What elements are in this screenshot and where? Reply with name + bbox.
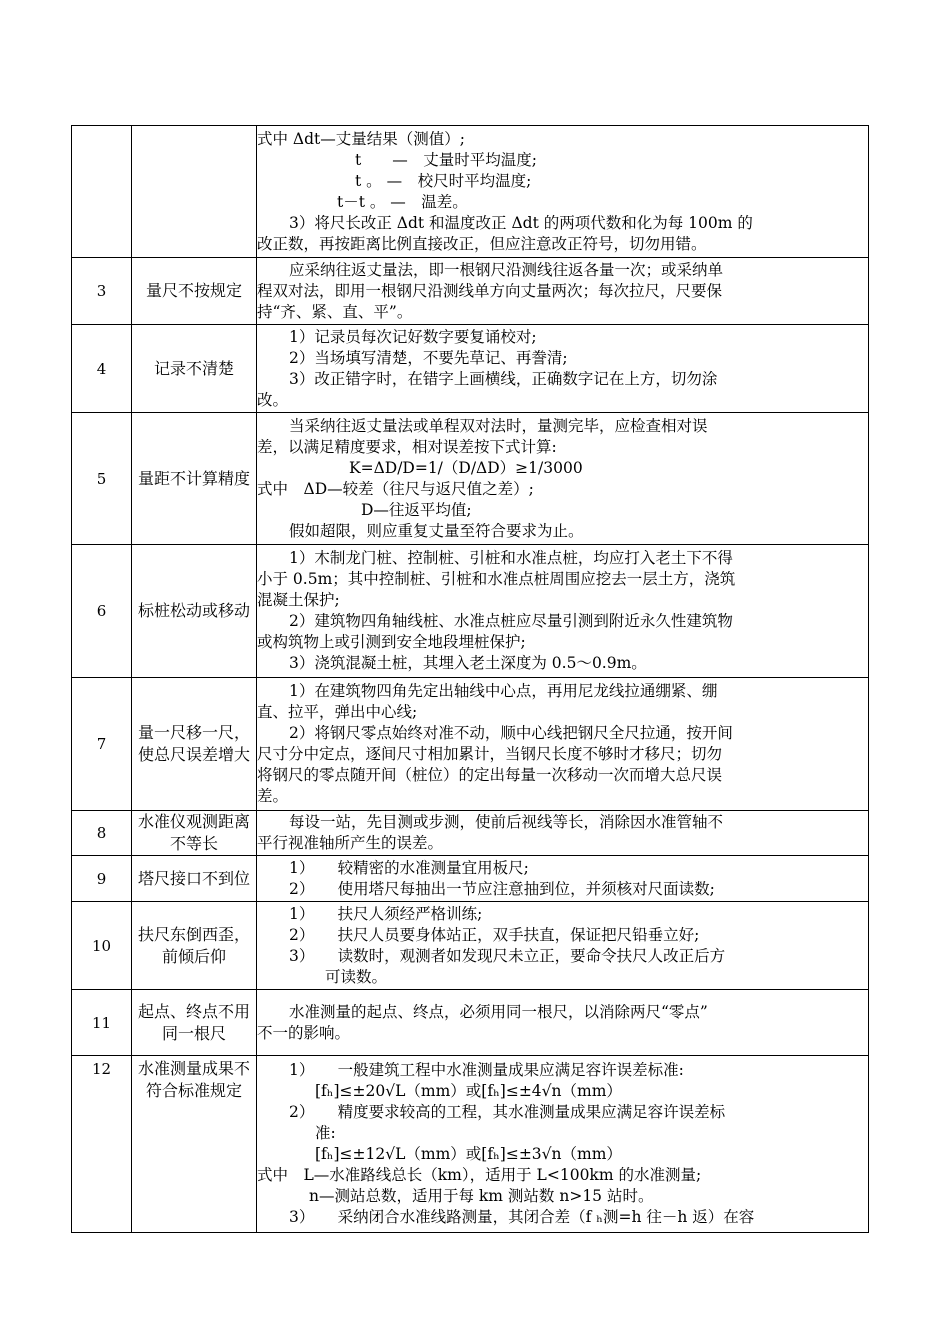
text-line: K=ΔD/D=1/（D/ΔD）≥1/3000 — [349, 458, 583, 477]
text-line: [fₕ]≤±12√L（mm）或[fₕ]≤±3√n（mm） — [315, 1145, 622, 1163]
text-line: 混凝土保护; — [257, 591, 340, 609]
text-line: 2）将钢尺零点始终对准不动，顺中心线把钢尺全尺拉通，按开间 — [289, 724, 733, 742]
measures-cell — [257, 258, 869, 325]
text-line: 不一的影响。 — [257, 1023, 351, 1042]
measures-cell — [257, 902, 869, 990]
measures-cell — [257, 545, 869, 678]
issue-cell: 水准测量成果不符合标准规定 — [132, 1056, 257, 1233]
row-number: 5 — [72, 413, 132, 545]
text-line: 小于 0.5m；其中控制桩、引桩和水准点桩周围应挖去一层土方，浇筑 — [257, 570, 736, 588]
table-row — [72, 856, 869, 902]
issue-cell: 扶尺东倒西歪，前倾后仰 — [132, 902, 257, 990]
row-number: 4 — [72, 325, 132, 413]
measures-cell — [257, 678, 869, 811]
measures-cell — [257, 856, 869, 902]
table-row — [72, 1056, 869, 1233]
row-number: 11 — [72, 990, 132, 1056]
text-line: 式中 L—水准路线总长（km），适用于 L<100km 的水准测量; — [257, 1166, 702, 1184]
table-row — [72, 990, 869, 1056]
text-line: 尺寸分中定点，逐间尺寸相加累计，当钢尺长度不够时才移尺；切勿 — [257, 745, 723, 763]
issue-cell: 记录不清楚 — [132, 325, 257, 413]
content-table — [71, 125, 869, 1233]
text-line: 将钢尺的零点随开间（桩位）的定出每量一次移动一次而增大总尺误 — [257, 766, 723, 784]
text-line: 持“齐、紧、直、平”。 — [257, 302, 413, 321]
measures-cell — [257, 811, 869, 856]
text-line: 3）将尺长改正 Δdt 和温度改正 Δdt 的两项代数和化为每 100m 的 — [289, 213, 753, 232]
text-line: 水准测量的起点、终点，必须用同一根尺，以消除两尺“零点” — [289, 1002, 708, 1021]
text-line: 2）建筑物四角轴线桩、水准点桩应尽量引测到附近永久性建筑物 — [289, 612, 733, 630]
text-line: 程双对法，即用一根钢尺沿测线单方向丈量两次；每次拉尺，尺要保 — [257, 281, 723, 300]
measures-cell — [257, 325, 869, 413]
issue-cell — [132, 126, 257, 258]
text-line: 改。 — [257, 390, 289, 409]
table-row — [72, 678, 869, 811]
text-line: 准: — [315, 1124, 336, 1142]
text-line: 1）木制龙门桩、控制桩、引桩和水准点桩，均应打入老土下不得 — [289, 549, 733, 567]
text-line: 3）改正错字时，在错字上画横线，正确数字记在上方，切勿涂 — [289, 369, 718, 388]
text-line: 3）浇筑混凝土桩，其埋入老土深度为 0.5～0.9m。 — [289, 654, 647, 672]
row-number: 6 — [72, 545, 132, 678]
table-row — [72, 545, 869, 678]
text-line: 1） 扶尺人须经严格训练; — [289, 904, 483, 923]
table-row — [72, 902, 869, 990]
issue-cell: 起点、终点不用同一根尺 — [132, 990, 257, 1056]
text-line: 1） 较精密的水准测量宜用板尺; — [289, 858, 529, 877]
text-line: 式中 ΔD—较差（往尺与返尺值之差）; — [257, 479, 534, 498]
text-line: [fₕ]≤±20√L（mm）或[fₕ]≤±4√n（mm） — [315, 1082, 622, 1100]
text-line: 应采纳往返丈量法，即一根钢尺沿测线往返各量一次；或采纳单 — [289, 260, 724, 279]
row-number: 10 — [72, 902, 132, 990]
text-line: 2） 使用塔尺每抽出一节应注意抽到位，并须核对尺面读数; — [289, 879, 715, 898]
text-line: 式中 Δdt—丈量结果（测值）; — [257, 129, 465, 148]
text-line: t 。 — 校尺时平均温度; — [355, 171, 532, 190]
row-number — [72, 126, 132, 258]
text-line: 1）在建筑物四角先定出轴线中心点，再用尼龙线拉通绷紧、绷 — [289, 682, 718, 700]
text-line: 1）记录员每次记好数字要复诵校对; — [289, 327, 537, 346]
row-number: 3 — [72, 258, 132, 325]
row-number: 12 — [72, 1056, 132, 1233]
text-line: 1） 一般建筑工程中水准测量成果应满足容许误差标准: — [289, 1061, 684, 1079]
text-line: 差。 — [257, 787, 289, 805]
text-line: 直、拉平，弹出中心线; — [257, 703, 418, 721]
row-number: 8 — [72, 811, 132, 856]
measures-cell — [257, 126, 869, 258]
measures-cell — [257, 1056, 869, 1233]
text-line: 2） 精度要求较高的工程，其水准测量成果应满足容许误差标 — [289, 1103, 726, 1121]
text-line: t－t 。 — 温差。 — [337, 192, 468, 211]
text-line: 假如超限，则应重复丈量至符合要求为止。 — [289, 521, 584, 540]
issue-cell: 量距不计算精度 — [132, 413, 257, 545]
table-row — [72, 413, 869, 545]
issue-cell: 量一尺移一尺，使总尺误差增大 — [132, 678, 257, 811]
text-line: n—测站总数，适用于每 km 测站数 n>15 站时。 — [309, 1187, 654, 1205]
text-line: 改正数，再按距离比例直接改正，但应注意改正符号，切勿用错。 — [257, 234, 707, 253]
text-line: D—往返平均值; — [361, 500, 472, 519]
measures-cell — [257, 990, 869, 1056]
text-line: 可读数。 — [325, 967, 388, 986]
text-line: 差，以满足精度要求，相对误差按下式计算: — [257, 437, 557, 456]
text-line: t — 丈量时平均温度; — [355, 150, 537, 169]
table-row — [72, 258, 869, 325]
text-line: 当采纳往返丈量法或单程双对法时，量测完毕，应检查相对误 — [289, 416, 708, 435]
issue-cell: 标桩松动或移动 — [132, 545, 257, 678]
table-row — [72, 811, 869, 856]
text-line: 或构筑物上或引测到安全地段埋桩保护; — [257, 633, 526, 651]
issue-cell: 量尺不按规定 — [132, 258, 257, 325]
text-line: 每设一站，先目测或步测，使前后视线等长，消除因水准管轴不 — [289, 813, 724, 831]
row-number: 7 — [72, 678, 132, 811]
text-line: 3） 读数时，观测者如发现尺未立正，要命令扶尺人改正后方 — [289, 946, 726, 965]
table-row — [72, 325, 869, 413]
text-line: 2） 扶尺人员要身体站正，双手扶直，保证把尺铅垂立好; — [289, 925, 700, 944]
measures-cell — [257, 413, 869, 545]
table-row — [72, 126, 869, 258]
issue-cell: 水准仪观测距离不等长 — [132, 811, 257, 856]
row-number: 9 — [72, 856, 132, 902]
issue-cell: 塔尺接口不到位 — [132, 856, 257, 902]
text-line: 3） 采纳闭合水准线路测量，其闭合差（f ₕ测=h 往－h 返）在容 — [289, 1208, 755, 1226]
text-line: 2）当场填写清楚，不要先草记、再誊清; — [289, 348, 568, 367]
text-line: 平行视准轴所产生的误差。 — [257, 834, 444, 852]
